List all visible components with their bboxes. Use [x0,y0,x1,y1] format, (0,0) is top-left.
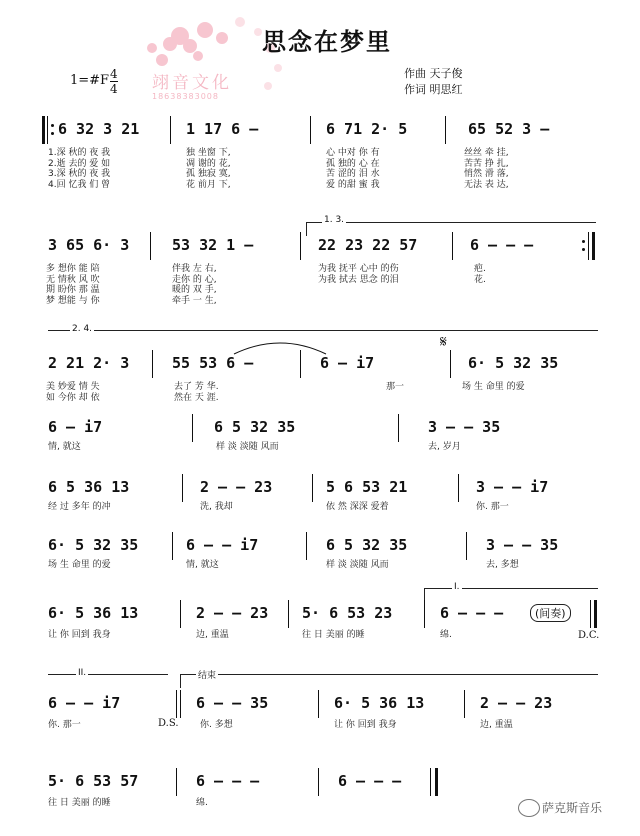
measure-notes: 65 52 3 – [468,120,550,138]
lyrics: 依 然 深深 爱着 [326,502,389,512]
lyrics: 你. 那一 [48,720,81,730]
time-signature [110,67,118,96]
measure-notes: 2 21 2· 3 [48,354,130,372]
measure-notes: 5· 6 53 57 [48,772,139,790]
measure-notes: 2 – – 23 [200,478,273,496]
measure-notes: 6 – – – [440,604,504,622]
watermark-text: 翊音文化 [152,73,232,93]
key-signature: 1=#F [70,73,110,88]
lyrics: 边, 重温 [480,720,513,730]
measure-notes: 6· 5 32 35 [468,354,559,372]
measure-notes: 6 71 2· 5 [326,120,408,138]
verse-lyrics: 为我 抚平 心中 的伤 为我 拭去 思念 的泪 [318,264,399,285]
repeat-dot [51,124,54,127]
verse-lyrics: 美 妙爱 情 失 如 今你 却 依 [46,382,100,403]
measure-notes: 6 – – i7 [186,536,259,554]
verse-lyrics: 场 生 命里 的爱 [462,382,525,392]
barline [176,690,177,718]
measure-notes: 6 – – – [470,236,534,254]
watermark-phone: 18638383008 [152,92,219,101]
ending-bracket-line [306,222,596,223]
dc-mark: D.C. [578,630,600,641]
lyrics: 往 日 美丽 的睡 [48,798,111,808]
lyrics: 样 淡 淡随 风而 [326,560,389,570]
wechat-icon [518,799,540,817]
barline [288,600,289,628]
lyricist: 作词 明思红 [404,83,463,96]
verse-lyrics: 伴我 左 右, 走你 的 心, 暖的 双 手, 牵手 一 生, [172,264,217,306]
measure-notes: 3 – – 35 [428,418,501,436]
barline [180,690,181,718]
time-top: 4 [110,67,118,81]
barline [590,600,591,628]
brand-name: 萨克斯音乐 [542,801,603,815]
barline [588,232,589,260]
barline [310,116,311,144]
verse-lyrics: 丝丝 牵 挂, 苦苦 挣 扎, 悄然 滑 落, 无法 表 达, [464,148,509,190]
ending-bracket-line [48,330,598,331]
barline [192,414,193,442]
verse-lyrics: 心 中对 你 有 孤 独的 心 在 苦 涩的 泪 水 爱 的甜 蜜 我 [326,148,380,190]
lyrics: 往 日 美丽 的睡 [302,630,365,640]
barline [430,768,431,796]
verse-lyrics: 疤. 花. [474,264,486,285]
ds-mark: D.S. [158,718,179,729]
barline [180,600,181,628]
barline [318,690,319,718]
barline [47,116,48,144]
measure-notes: 6 – – i7 [48,694,121,712]
segno-icon: 𝄋 [440,332,447,351]
verse-lyrics: 1.深 秋的 夜 我 2.逝 去的 爱 如 3.深 秋的 夜 我 4.回 忆我 们 曾 [48,148,111,190]
lyrics: 情, 就这 [48,442,81,452]
measure-notes: 3 – – i7 [476,478,549,496]
measure-notes: 6 5 32 35 [326,536,408,554]
barline [318,768,319,796]
barline [445,116,446,144]
measure-notes: 6· 5 36 13 [334,694,425,712]
measure-notes: 5· 6 53 23 [302,604,393,622]
lyrics: 洗, 我却 [200,502,233,512]
credits [404,66,463,98]
ending-label: 2. 4. [72,324,93,334]
barline [452,232,453,260]
end-bracket-edge [180,674,181,688]
measure-notes: 1 17 6 – [186,120,259,138]
lyrics: 去, 岁月 [428,442,461,452]
song-title: 思念在梦里 [262,27,392,56]
ending-label: I. [454,582,460,592]
lyrics: 你. 那一 [476,502,509,512]
lyrics: 去, 多想 [486,560,519,570]
lyrics: 场 生 命里 的爱 [48,560,111,570]
repeat-dot [582,248,585,251]
barline [152,350,153,378]
measure-notes: 6 5 32 35 [214,418,296,436]
barline [312,474,313,502]
measure-notes: 55 53 6 – [172,354,254,372]
barline [306,532,307,560]
verse-lyrics: 多 想你 能 陪 无 情秋 风 吹 期 盼你 那 温 梦 想能 与 你 [46,264,100,306]
end-bracket-line [180,674,598,675]
composer: 作曲 天子俊 [404,67,463,80]
measure-notes: 2 – – 23 [480,694,553,712]
lyrics: 你. 多想 [200,720,233,730]
lyrics: 边, 重温 [196,630,229,640]
measure-notes: 3 – – 35 [486,536,559,554]
measure-notes: 6· 5 32 35 [48,536,139,554]
measure-notes: 53 32 1 – [172,236,254,254]
measure-notes: 22 23 22 57 [318,236,418,254]
measure-notes: 6 – i7 [48,418,103,436]
verse-lyrics: 去了 芳 华. 然在 天 涯. [174,382,219,403]
barline [424,600,425,628]
barline [170,116,171,144]
barline [450,350,451,378]
end-label: 结束 [196,668,218,681]
interlude-label: (间奏) [530,604,571,622]
barline [172,532,173,560]
ending-label: II. [78,668,87,678]
measure-notes: 6· 5 36 13 [48,604,139,622]
barline [466,532,467,560]
final-barline [435,768,438,796]
lyrics: 让 你 回到 我身 [334,720,397,730]
measure-notes: 2 – – 23 [196,604,269,622]
ending-label: 1. 3. [324,215,345,225]
measure-notes: 6 – – – [338,772,402,790]
measure-notes: 6 – – – [196,772,260,790]
final-barline [594,600,597,628]
measure-notes: 6 32 3 21 [58,120,140,138]
barline [464,690,465,718]
measure-notes: 6 5 36 13 [48,478,130,496]
lyrics: 让 你 回到 我身 [48,630,111,640]
ending-bracket-edge [306,222,307,236]
verse-lyrics: 独 坐窗 下, 凋 谢的 花, 孤 独寂 寞, 花 前月 下, [186,148,231,190]
barline [300,232,301,260]
lyrics: 样 淡 淡随 风而 [216,442,279,452]
measure-notes: 3 65 6· 3 [48,236,130,254]
lyrics: 绵. [440,630,452,640]
repeat-start-barline [42,116,45,144]
measure-notes: 6 – i7 [320,354,375,372]
barline [458,474,459,502]
lyrics: 情, 就这 [186,560,219,570]
measure-notes: 6 – – 35 [196,694,269,712]
measure-notes: 5 6 53 21 [326,478,408,496]
barline [150,232,151,260]
barline [300,350,301,378]
repeat-dot [582,240,585,243]
verse-lyrics: 那一 [386,382,405,392]
time-bottom: 4 [110,82,118,96]
barline [176,768,177,796]
repeat-dot [51,132,54,135]
ending-bracket-line [424,588,598,589]
lyrics: 经 过 多年 的冲 [48,502,111,512]
barline [398,414,399,442]
ending-bracket-line [48,674,168,675]
barline [182,474,183,502]
lyrics: 绵. [196,798,208,808]
repeat-end-barline [592,232,595,260]
